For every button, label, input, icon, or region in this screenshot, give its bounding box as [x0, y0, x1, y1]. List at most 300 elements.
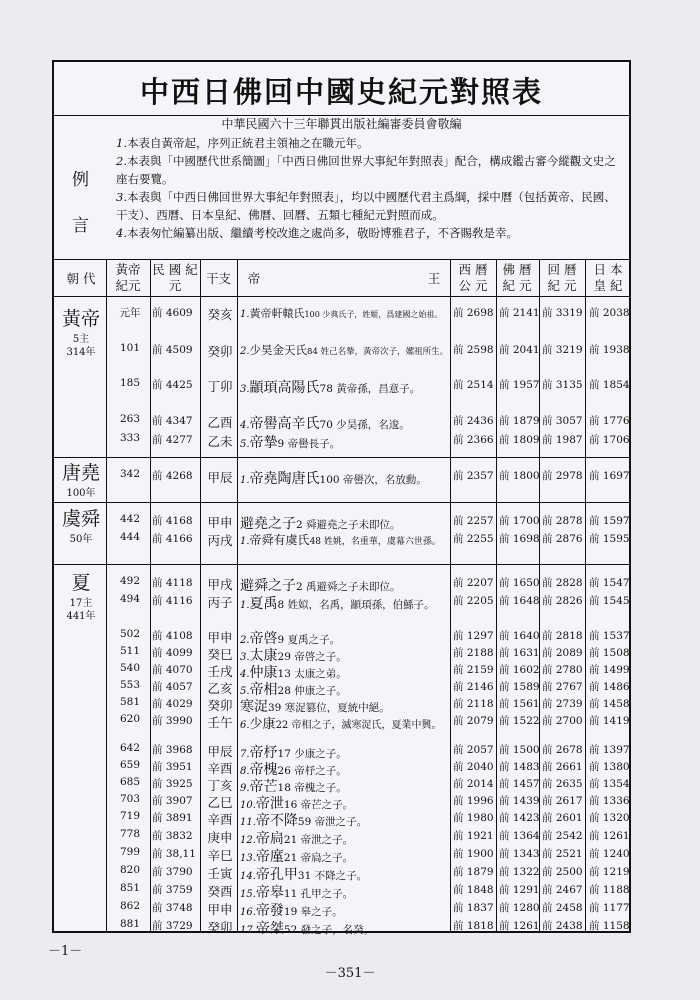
ruler-note: 70 少昊孫，名逡。 — [319, 419, 410, 431]
minguo-year: 前 3729 — [152, 920, 193, 932]
minguo-year: 前 3951 — [152, 761, 193, 773]
ruler-number: 12. — [240, 835, 256, 846]
header-xili: 西 曆 公 元 — [458, 262, 488, 293]
gregorian-year: 前 2040 — [453, 761, 494, 773]
ruler-name: 帝桀 — [255, 921, 284, 937]
minguo-year: 前 4029 — [152, 698, 193, 710]
buddhist-year: 前 1650 — [499, 577, 540, 589]
japanese-year: 前 1261 — [589, 830, 630, 842]
ruler-entry — [240, 413, 450, 433]
ganzhi-cell: 癸卯 — [207, 344, 233, 359]
table-row — [54, 305, 629, 325]
huangdi-year: 442 — [119, 513, 141, 525]
ruler-note: 39 寒浞篡位，夏統中絕。 — [268, 702, 390, 714]
header-foli: 佛 曆 紀 元 — [502, 262, 532, 293]
ruler-name: 少康 — [249, 717, 276, 732]
minguo-year: 前 4108 — [152, 630, 193, 642]
ruler-name: 帝嚳高辛氏 — [249, 416, 320, 432]
japanese-year: 前 1188 — [589, 884, 630, 896]
ruler-note: 2 舜避堯之子未即位。 — [296, 519, 401, 531]
ruler-entry — [240, 305, 450, 321]
ganzhi-cell: 壬寅 — [207, 866, 233, 881]
ruler-entry — [240, 468, 450, 488]
table-row — [54, 413, 629, 433]
minguo-year: 前 3925 — [152, 778, 193, 790]
hijri-year: 前 2661 — [542, 761, 583, 773]
ruler-name: 少昊金天氏 — [249, 343, 308, 357]
ganzhi-cell: 丁卯 — [207, 379, 233, 394]
buddhist-year: 前 1500 — [499, 744, 540, 756]
hijri-year: 前 2700 — [542, 715, 583, 727]
hijri-year: 前 3219 — [542, 344, 583, 356]
table-row — [54, 810, 629, 830]
huangdi-year: 553 — [119, 679, 141, 691]
hijri-year: 前 2828 — [542, 577, 583, 589]
huangdi-year: 620 — [119, 713, 141, 725]
ruler-note: 17 少康之子。 — [277, 748, 347, 760]
minguo-year: 前 4118 — [152, 577, 193, 589]
ruler-note: 28 仲康之子。 — [277, 685, 347, 697]
huangdi-year: 342 — [119, 468, 141, 480]
huangdi-year: 494 — [119, 593, 141, 605]
table-row — [54, 713, 629, 733]
ganzhi-cell: 庚申 — [207, 830, 233, 845]
ganzhi-cell: 乙巳 — [207, 795, 233, 810]
gregorian-year: 前 2188 — [453, 647, 494, 659]
japanese-year: 前 1458 — [589, 698, 630, 710]
minguo-year: 前 3759 — [152, 884, 193, 896]
ruler-name: 帝啓 — [249, 631, 278, 647]
dynasty-years: 100年 — [66, 488, 96, 499]
ruler-note: 100 帝嚳次，名放勳。 — [319, 474, 427, 486]
buddhist-year: 前 1631 — [499, 647, 540, 659]
ganzhi-cell: 甲戌 — [207, 577, 233, 592]
ruler-name: 帝不降 — [255, 813, 298, 829]
ruler-number: 15. — [240, 889, 256, 900]
ruler-number: 11. — [240, 817, 256, 828]
ruler-note: 18 帝槐之子。 — [277, 782, 347, 794]
ruler-name: 帝泄 — [255, 796, 284, 812]
dynasty-rulers: 5主 — [72, 334, 90, 345]
ruler-name: 帝摯 — [249, 435, 278, 451]
ruler-number: 7. — [240, 749, 250, 760]
ruler-entry — [240, 531, 450, 548]
ruler-entry — [240, 918, 450, 938]
gregorian-year: 前 1837 — [453, 902, 494, 914]
buddhist-year: 前 1698 — [499, 533, 540, 545]
ruler-note: 16 帝芒之子。 — [283, 799, 354, 811]
ruler-note: 2 禹避舜之子未即位。 — [296, 581, 401, 593]
huangdi-year: 511 — [119, 645, 141, 657]
minguo-year: 前 4168 — [152, 515, 193, 527]
ruler-number: 8. — [240, 766, 250, 777]
divider — [54, 296, 629, 297]
ganzhi-cell: 癸亥 — [207, 307, 233, 322]
ruler-name: 帝發 — [255, 903, 284, 919]
table-row — [54, 882, 629, 902]
ruler-entry — [240, 828, 450, 848]
huangdi-year: 540 — [119, 662, 141, 674]
ganzhi-cell: 癸卯 — [207, 920, 233, 935]
ruler-number: 3. — [240, 652, 250, 663]
ruler-name: 避堯之子 — [240, 516, 296, 532]
table-row — [54, 846, 629, 866]
gregorian-year: 前 2598 — [453, 344, 494, 356]
ruler-number: 1. — [240, 536, 250, 547]
buddhist-year: 前 1364 — [499, 830, 540, 842]
japanese-year: 前 1336 — [589, 795, 630, 807]
notes-label: 例言 — [72, 170, 89, 236]
gregorian-year: 前 2255 — [453, 533, 494, 545]
minguo-year: 前 3790 — [152, 866, 193, 878]
table-row — [54, 432, 629, 452]
ruler-name: 仲康 — [249, 665, 278, 681]
huangdi-year: 444 — [119, 531, 141, 543]
japanese-year: 前 1776 — [589, 415, 630, 427]
ganzhi-cell: 甲申 — [207, 902, 233, 917]
gregorian-year: 前 2079 — [453, 715, 494, 727]
hijri-year: 前 2458 — [542, 902, 583, 914]
hijri-year: 前 2635 — [542, 778, 583, 790]
ruler-number: 5. — [240, 686, 250, 697]
gregorian-year: 前 2257 — [453, 515, 494, 527]
ruler-entry — [240, 342, 450, 358]
ruler-number: 5. — [240, 439, 250, 450]
ruler-number: 4. — [240, 420, 250, 431]
table-row — [54, 864, 629, 884]
table-row — [54, 342, 629, 362]
buddhist-year: 前 1280 — [499, 902, 540, 914]
huangdi-year: 185 — [119, 377, 141, 389]
hijri-year: 前 3135 — [542, 379, 583, 391]
dynasty-name: 虞舜 — [61, 508, 100, 530]
ruler-name: 帝皋 — [255, 885, 284, 901]
gregorian-year: 前 1297 — [453, 630, 494, 642]
header-japan: 日 本 皇 紀 — [593, 262, 623, 293]
ruler-name: 帝堯陶唐氏 — [249, 471, 320, 487]
buddhist-year: 前 1483 — [499, 761, 540, 773]
ruler-number: 3. — [240, 384, 250, 395]
table-row — [54, 377, 629, 397]
huangdi-year: 862 — [119, 900, 141, 912]
ganzhi-cell: 壬午 — [207, 715, 233, 730]
minguo-year: 前 4116 — [152, 595, 193, 607]
hijri-year: 前 2617 — [542, 795, 583, 807]
divider — [54, 502, 629, 503]
hijri-year: 前 2876 — [542, 533, 583, 545]
minguo-year: 前 4070 — [152, 664, 193, 676]
hijri-year: 前 2521 — [542, 848, 583, 860]
gregorian-year: 前 2118 — [453, 698, 494, 710]
divider — [54, 457, 629, 458]
gregorian-year: 前 1879 — [453, 866, 494, 878]
ganzhi-cell: 丙戌 — [207, 533, 233, 548]
ruler-note: 8 姓姒，名禹，顓頊孫，伯鯀子。 — [277, 599, 435, 611]
japanese-year: 前 1397 — [589, 744, 630, 756]
japanese-year: 前 1938 — [589, 344, 630, 356]
ruler-name: 帝杼 — [249, 745, 278, 761]
japanese-year: 前 1499 — [589, 664, 630, 676]
ruler-entry — [240, 846, 450, 866]
table-row — [54, 593, 629, 613]
hijri-year: 前 2438 — [542, 920, 583, 932]
hijri-year: 前 2978 — [542, 470, 583, 482]
ruler-note: 19 皋之子。 — [283, 906, 343, 918]
header-huangdi: 黃帝紀元 — [115, 262, 141, 293]
minguo-year: 前 3832 — [152, 830, 193, 842]
japanese-year: 前 1158 — [589, 920, 630, 932]
gregorian-year: 前 2207 — [453, 577, 494, 589]
buddhist-year: 前 1602 — [499, 664, 540, 676]
ruler-name: 顓頊高陽氏 — [249, 380, 320, 396]
header-emperor-left: 帝 — [247, 271, 261, 286]
ruler-note: 29 帝啓之子。 — [277, 651, 347, 663]
buddhist-year: 前 1522 — [499, 715, 540, 727]
ruler-number: 2. — [240, 635, 250, 646]
ruler-note: 26 帝杼之子。 — [277, 765, 347, 777]
ruler-note: 11 孔甲之子。 — [283, 888, 354, 900]
ganzhi-cell: 乙未 — [207, 434, 233, 449]
gregorian-year: 前 2698 — [453, 307, 494, 319]
ruler-number: 13. — [240, 853, 256, 864]
ruler-name: 帝芒 — [249, 779, 278, 795]
ruler-number: 6. — [240, 720, 250, 731]
ruler-name: 帝相 — [249, 682, 278, 698]
ruler-name: 夏禹 — [249, 596, 278, 612]
hijri-year: 前 3319 — [542, 307, 583, 319]
ruler-note: 52 發之子，名癸。 — [283, 924, 375, 936]
hijri-year: 前 2818 — [542, 630, 583, 642]
huangdi-year: 719 — [119, 810, 141, 822]
ruler-number: 4. — [240, 669, 250, 680]
minguo-year: 前 4057 — [152, 681, 193, 693]
huangdi-year: 851 — [119, 882, 141, 894]
gregorian-year: 前 1921 — [453, 830, 494, 842]
dynasty-years: 314年 — [66, 347, 96, 358]
japanese-year: 前 1419 — [589, 715, 630, 727]
ruler-entry — [240, 377, 450, 397]
japanese-year: 前 1697 — [589, 470, 630, 482]
hijri-year: 前 2826 — [542, 595, 583, 607]
divider — [54, 564, 629, 565]
ruler-number: 1. — [240, 309, 250, 320]
ruler-entry — [240, 432, 450, 452]
table-row — [54, 468, 629, 488]
hijri-year: 前 2542 — [542, 830, 583, 842]
huangdi-year: 263 — [119, 413, 141, 425]
table-row — [54, 900, 629, 920]
ruler-name: 帝扃 — [255, 831, 284, 847]
buddhist-year: 前 1343 — [499, 848, 540, 860]
buddhist-year: 前 1589 — [499, 681, 540, 693]
ganzhi-cell: 癸卯 — [207, 698, 233, 713]
ruler-note: 31 不降之子。 — [297, 870, 368, 882]
minguo-year: 前 4268 — [152, 470, 193, 482]
table-row — [54, 918, 629, 938]
gregorian-year: 前 2514 — [453, 379, 494, 391]
ganzhi-cell: 辛巳 — [207, 848, 233, 863]
hijri-year: 前 2878 — [542, 515, 583, 527]
ganzhi-cell: 辛酉 — [207, 761, 233, 776]
japanese-year: 前 1354 — [589, 778, 630, 790]
gregorian-year: 前 2366 — [453, 434, 494, 446]
page-number-left: －1－ — [48, 944, 83, 959]
ruler-name: 太康 — [249, 648, 278, 664]
note-item: 2.本表與「中國歷代世系簡圖」「中西日佛回世界大事紀年對照表」配合，構成鑑古審今縱觀文史之座右要覽。 — [116, 154, 616, 186]
ruler-note: 78 黃帝孫，昌意子。 — [319, 383, 421, 395]
minguo-year: 前 3891 — [152, 812, 193, 824]
ruler-number: 9. — [240, 783, 250, 794]
buddhist-year: 前 1561 — [499, 698, 540, 710]
buddhist-year: 前 1322 — [499, 866, 540, 878]
ganzhi-cell: 丁亥 — [207, 778, 233, 793]
japanese-year: 前 1706 — [589, 434, 630, 446]
chronology-table-sheet — [52, 60, 631, 937]
ruler-note: 13 太康之弟。 — [277, 668, 347, 680]
huangdi-year: 778 — [119, 828, 141, 840]
gregorian-year: 前 1848 — [453, 884, 494, 896]
table-row — [54, 575, 629, 595]
ruler-name: 避舜之子 — [240, 578, 296, 594]
buddhist-year: 前 1423 — [499, 812, 540, 824]
buddhist-year: 前 1809 — [499, 434, 540, 446]
ganzhi-cell: 丙子 — [207, 595, 233, 610]
ruler-note: 59 帝泄之子。 — [297, 816, 368, 828]
header-emperor-right: 王 — [427, 271, 441, 286]
page-title: 中西日佛回中國史紀元對照表 — [139, 75, 543, 109]
ruler-note: 9 夏禹之子。 — [277, 634, 341, 646]
dynasty-name: 唐堯 — [61, 462, 100, 484]
huangdi-year: 703 — [119, 793, 141, 805]
buddhist-year: 前 1640 — [499, 630, 540, 642]
ganzhi-cell: 乙酉 — [207, 415, 233, 430]
divider — [54, 115, 629, 116]
buddhist-year: 前 1439 — [499, 795, 540, 807]
dynasty-rulers: 17主 — [69, 598, 93, 609]
table-row — [54, 513, 629, 533]
ruler-number: 17. — [240, 925, 256, 936]
gregorian-year: 前 2357 — [453, 470, 494, 482]
minguo-year: 前 3990 — [152, 715, 193, 727]
ganzhi-cell: 乙亥 — [207, 681, 233, 696]
ruler-name: 帝槐 — [249, 762, 278, 778]
huangdi-year: 101 — [119, 342, 141, 354]
dynasty-years: 50年 — [69, 534, 93, 545]
ruler-entry — [240, 900, 450, 920]
ganzhi-cell: 甲申 — [207, 515, 233, 530]
huangdi-year: 581 — [119, 696, 141, 708]
minguo-year: 前 4099 — [152, 647, 193, 659]
japanese-year: 前 1537 — [589, 630, 630, 642]
ganzhi-cell: 辛酉 — [207, 812, 233, 827]
japanese-year: 前 1545 — [589, 595, 630, 607]
buddhist-year: 前 1261 — [499, 920, 540, 932]
ruler-name: 黃帝軒轅氏 — [249, 307, 305, 320]
minguo-year: 前 38,11 — [152, 848, 196, 860]
dynasty-name: 夏 — [71, 572, 91, 594]
japanese-year: 前 1547 — [589, 577, 630, 589]
ruler-entry — [240, 593, 450, 613]
huangdi-year: 820 — [119, 864, 141, 876]
ruler-number: 1. — [240, 475, 250, 486]
divider — [54, 259, 629, 260]
japanese-year: 前 1177 — [589, 902, 630, 914]
buddhist-year: 前 2141 — [499, 307, 540, 319]
ruler-name: 帝舜有虞氏 — [249, 533, 310, 547]
ruler-note: 84 姓己名摯，黃帝次子，嫘祖所生。 — [307, 347, 449, 357]
gregorian-year: 前 1980 — [453, 812, 494, 824]
ruler-entry — [240, 810, 450, 830]
ruler-note: 21 帝泄之子。 — [283, 834, 354, 846]
hijri-year: 前 2739 — [542, 698, 583, 710]
ruler-number: 2. — [240, 346, 250, 357]
japanese-year: 前 1486 — [589, 681, 630, 693]
hijri-year: 前 2678 — [542, 744, 583, 756]
ruler-entry — [240, 575, 450, 595]
gregorian-year: 前 1996 — [453, 795, 494, 807]
huangdi-year: 元年 — [119, 307, 141, 319]
gregorian-year: 前 2146 — [453, 681, 494, 693]
ruler-number: 1. — [240, 600, 250, 611]
ganzhi-cell: 癸巳 — [207, 647, 233, 662]
ruler-note: 100 少典氏子，姓姬，爲建國之始祖。 — [304, 310, 443, 319]
japanese-year: 前 1240 — [589, 848, 630, 860]
minguo-year: 前 3968 — [152, 744, 193, 756]
buddhist-year: 前 1700 — [499, 515, 540, 527]
header-dynasty: 朝 代 — [66, 271, 96, 286]
minguo-year: 前 3907 — [152, 795, 193, 807]
publisher-line: 中華民國六十三年聯貫出版社編審委員會敬編 — [221, 117, 462, 131]
huangdi-year: 502 — [119, 628, 141, 640]
hijri-year: 前 2780 — [542, 664, 583, 676]
minguo-year: 前 4509 — [152, 344, 193, 356]
japanese-year: 前 2038 — [589, 307, 630, 319]
japanese-year: 前 1854 — [589, 379, 630, 391]
hijri-year: 前 2089 — [542, 647, 583, 659]
huangdi-year: 642 — [119, 742, 141, 754]
ruler-name: 帝廑 — [255, 849, 284, 865]
ruler-note: 9 帝嚳長子。 — [277, 438, 341, 450]
gregorian-year: 前 1818 — [453, 920, 494, 932]
huangdi-year: 659 — [119, 759, 141, 771]
japanese-year: 前 1320 — [589, 812, 630, 824]
minguo-year: 前 4277 — [152, 434, 193, 446]
japanese-year: 前 1380 — [589, 761, 630, 773]
gregorian-year: 前 2014 — [453, 778, 494, 790]
ruler-name: 寒浞 — [240, 699, 268, 715]
ruler-entry — [240, 864, 450, 884]
ganzhi-cell: 甲辰 — [207, 470, 233, 485]
minguo-year: 前 4609 — [152, 307, 193, 319]
hijri-year: 前 2500 — [542, 866, 583, 878]
ruler-number: 10. — [240, 800, 256, 811]
gregorian-year: 前 2057 — [453, 744, 494, 756]
ruler-number: 16. — [240, 907, 256, 918]
hijri-year: 前 3057 — [542, 415, 583, 427]
ganzhi-cell: 癸酉 — [207, 884, 233, 899]
huangdi-year: 881 — [119, 918, 141, 930]
gregorian-year: 前 2436 — [453, 415, 494, 427]
page-number-center: －351－ — [324, 966, 376, 981]
note-item: 4.本表匆忙編纂出版、繼續考校改進之處尚多，敬盼博雅君子，不吝賜敎是幸。 — [116, 226, 518, 240]
japanese-year: 前 1219 — [589, 866, 630, 878]
ganzhi-cell: 甲辰 — [207, 744, 233, 759]
header-huili: 回 曆 紀 元 — [547, 262, 577, 293]
dynasty-years: 441年 — [66, 611, 96, 622]
japanese-year: 前 1597 — [589, 515, 630, 527]
table-row — [54, 531, 629, 551]
note-item: 1.本表自黃帝起，序列正統君主領袖之在職元年。 — [116, 136, 369, 150]
